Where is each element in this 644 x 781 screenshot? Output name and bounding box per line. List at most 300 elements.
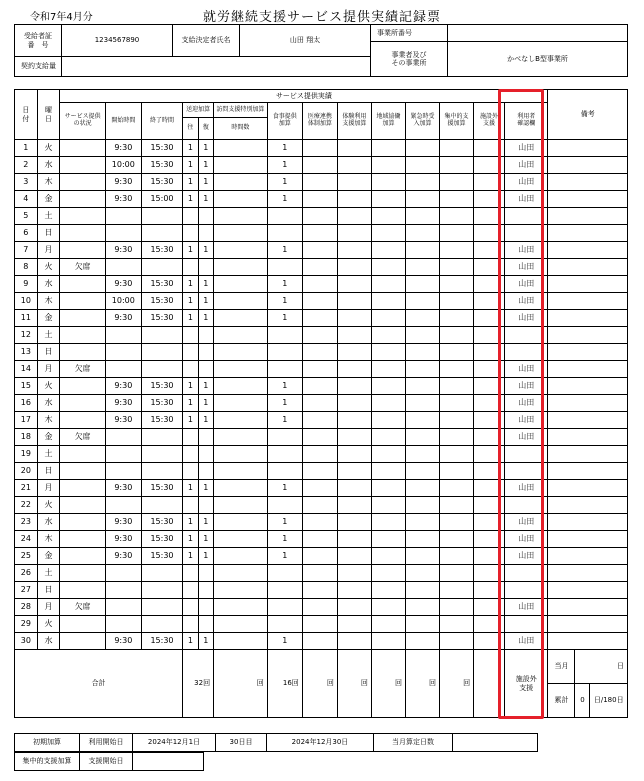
cell-st: 9:30: [105, 174, 141, 191]
cell-e4: [405, 157, 439, 174]
totals-trial: 回: [337, 650, 371, 718]
cell-e1: [302, 497, 337, 514]
cell-en: 15:30: [141, 514, 182, 531]
cell-e5: [440, 582, 474, 599]
cell-e5: [440, 259, 474, 276]
cell-g: 1: [183, 191, 198, 208]
cell-w: 火: [37, 259, 60, 276]
cell-st: 10:00: [105, 293, 141, 310]
cell-d: 6: [15, 225, 38, 242]
cell-c: 山田: [505, 174, 548, 191]
cell-e5: [440, 191, 474, 208]
start-label: 利用開始日: [80, 734, 133, 752]
cell-e1: [302, 395, 337, 412]
totals-medical: 回: [302, 650, 337, 718]
cell-m: 1: [267, 395, 302, 412]
cell-d: 23: [15, 514, 38, 531]
cell-e3: [371, 378, 405, 395]
cell-s: [60, 395, 105, 412]
cell-m: [267, 327, 302, 344]
cell-st: 9:30: [105, 633, 141, 650]
cell-r: [198, 344, 213, 361]
cell-s: 欠席: [60, 361, 105, 378]
cell-e2: [337, 582, 371, 599]
cell-e2: [337, 412, 371, 429]
cell-e4: [405, 582, 439, 599]
cell-e5: [440, 599, 474, 616]
cell-w: 日: [37, 344, 60, 361]
cell-g: [183, 259, 198, 276]
cell-r: [198, 225, 213, 242]
cell-m: [267, 259, 302, 276]
col-going: 往: [183, 118, 198, 140]
cell-w: 土: [37, 446, 60, 463]
cell-st: 9:30: [105, 378, 141, 395]
col-medical: 医療連携 体制加算: [302, 103, 337, 140]
cell-en: [141, 225, 182, 242]
col-emergency: 緊急時受 入加算: [405, 103, 439, 140]
cum-unit: 日/180日: [593, 696, 624, 705]
cell-en: [141, 463, 182, 480]
cell-m: 1: [267, 633, 302, 650]
cell-d: 5: [15, 208, 38, 225]
col-home-group: 訪問支援特別加算: [214, 103, 268, 118]
cell-r: 1: [198, 395, 213, 412]
cell-en: 15:30: [141, 293, 182, 310]
cell-e5: [440, 565, 474, 582]
cell-e7: [548, 548, 628, 565]
cell-s: [60, 480, 105, 497]
confirm-column-highlight: [498, 89, 544, 719]
cell-e3: [371, 344, 405, 361]
cell-e2: [337, 225, 371, 242]
cell-st: 9:30: [105, 548, 141, 565]
cell-x: [214, 157, 268, 174]
cell-e5: [440, 395, 474, 412]
cell-en: [141, 446, 182, 463]
cell-d: 3: [15, 174, 38, 191]
cell-g: 1: [183, 412, 198, 429]
cell-g: [183, 463, 198, 480]
cell-g: 1: [183, 548, 198, 565]
cell-e4: [405, 429, 439, 446]
cell-en: [141, 429, 182, 446]
cell-e5: [440, 378, 474, 395]
cell-en: 15:30: [141, 276, 182, 293]
cell-e2: [337, 157, 371, 174]
cell-g: [183, 225, 198, 242]
cell-d: 17: [15, 412, 38, 429]
cell-e2: [337, 616, 371, 633]
cell-m: 1: [267, 412, 302, 429]
cell-g: [183, 446, 198, 463]
cell-g: 1: [183, 276, 198, 293]
col-end: 終了時間: [141, 103, 182, 140]
cell-x: [214, 208, 268, 225]
cell-s: [60, 548, 105, 565]
office-name-label: 事業者及び その事業所: [371, 42, 448, 77]
recipient-no-label: 受給者証 番 号: [15, 25, 62, 57]
cell-w: 日: [37, 463, 60, 480]
cell-d: 20: [15, 463, 38, 480]
office-name: かべなしB型事業所: [448, 42, 628, 77]
cell-e7: [548, 514, 628, 531]
cell-e7: [548, 174, 628, 191]
cell-x: [214, 446, 268, 463]
totals-emergency: 回: [405, 650, 439, 718]
cell-m: 1: [267, 140, 302, 157]
page-title: 就労継続支援サービス提供実績記録票: [202, 10, 441, 25]
col-confirm: 利用者 確認欄: [505, 103, 548, 140]
cell-r: 1: [198, 191, 213, 208]
cell-e1: [302, 599, 337, 616]
cell-g: [183, 582, 198, 599]
cell-m: [267, 225, 302, 242]
cell-e5: [440, 446, 474, 463]
col-start: 開始時間: [105, 103, 141, 140]
cell-en: 15:30: [141, 480, 182, 497]
cell-e1: [302, 140, 337, 157]
cell-w: 日: [37, 225, 60, 242]
cell-g: [183, 361, 198, 378]
cell-w: 金: [37, 429, 60, 446]
cell-st: 9:30: [105, 412, 141, 429]
cell-e3: [371, 429, 405, 446]
cell-en: [141, 565, 182, 582]
cell-m: [267, 616, 302, 633]
cell-e3: [371, 361, 405, 378]
cell-r: 1: [198, 412, 213, 429]
cell-e1: [302, 174, 337, 191]
cell-x: [214, 242, 268, 259]
cell-e3: [371, 395, 405, 412]
cell-x: [214, 344, 268, 361]
cell-x: [214, 310, 268, 327]
cell-s: 欠席: [60, 429, 105, 446]
cell-en: [141, 599, 182, 616]
cell-g: [183, 616, 198, 633]
initial-label: 初期加算: [15, 734, 80, 752]
cell-e1: [302, 616, 337, 633]
cell-st: [105, 582, 141, 599]
cell-e1: [302, 327, 337, 344]
cell-g: [183, 599, 198, 616]
cell-x: [214, 395, 268, 412]
intensive-label: 集中的支援加算: [15, 753, 80, 771]
cell-e2: [337, 361, 371, 378]
era-label: 令和7年4月分: [30, 12, 93, 23]
cell-r: [198, 361, 213, 378]
cell-c: 山田: [505, 429, 548, 446]
support-start-label: 支援開始日: [80, 753, 133, 771]
cell-e7: [548, 599, 628, 616]
cell-g: 1: [183, 242, 198, 259]
cell-m: 1: [267, 310, 302, 327]
cell-e5: [440, 633, 474, 650]
cell-e3: [371, 225, 405, 242]
cell-e2: [337, 310, 371, 327]
cell-x: [214, 293, 268, 310]
col-regional: 地域協働 加算: [371, 103, 405, 140]
cell-e5: [440, 480, 474, 497]
totals-regional: 回: [371, 650, 405, 718]
cell-e4: [405, 242, 439, 259]
cell-e4: [405, 412, 439, 429]
cell-r: [198, 429, 213, 446]
days: 30日目: [216, 734, 267, 752]
cell-e3: [371, 463, 405, 480]
cell-st: 9:30: [105, 480, 141, 497]
cell-en: [141, 616, 182, 633]
cell-e2: [337, 429, 371, 446]
cell-x: [214, 531, 268, 548]
cell-x: [214, 276, 268, 293]
cell-en: 15:30: [141, 412, 182, 429]
cell-s: [60, 140, 105, 157]
month-days-label: 当月算定日数: [374, 734, 453, 752]
cell-en: [141, 344, 182, 361]
cell-e1: [302, 463, 337, 480]
cell-w: 土: [37, 208, 60, 225]
guardian-label: 支給決定者氏名: [173, 25, 240, 57]
cell-e3: [371, 446, 405, 463]
cell-x: [214, 412, 268, 429]
cell-st: [105, 225, 141, 242]
cell-c: 山田: [505, 548, 548, 565]
cell-e7: [548, 293, 628, 310]
cell-w: 月: [37, 242, 60, 259]
cell-e2: [337, 191, 371, 208]
totals-meal: 16回: [267, 650, 302, 718]
cell-e4: [405, 327, 439, 344]
cell-en: [141, 582, 182, 599]
cell-e3: [371, 599, 405, 616]
col-hours: 時間数: [214, 118, 268, 140]
cell-w: 水: [37, 395, 60, 412]
cell-w: 日: [37, 582, 60, 599]
cell-x: [214, 633, 268, 650]
cell-e5: [440, 208, 474, 225]
cell-en: 15:00: [141, 191, 182, 208]
cell-r: 1: [198, 140, 213, 157]
cell-s: [60, 344, 105, 361]
cell-r: [198, 616, 213, 633]
cell-m: [267, 446, 302, 463]
cell-s: [60, 293, 105, 310]
cell-en: 15:30: [141, 378, 182, 395]
cell-st: [105, 497, 141, 514]
totals-outside-label: 施設外 支援: [505, 650, 548, 718]
cell-m: [267, 208, 302, 225]
cell-r: [198, 259, 213, 276]
cell-e5: [440, 276, 474, 293]
cell-e5: [440, 225, 474, 242]
cell-x: [214, 259, 268, 276]
totals-hours: 回: [214, 650, 268, 718]
cell-e4: [405, 497, 439, 514]
cell-st: 9:30: [105, 395, 141, 412]
cell-e2: [337, 208, 371, 225]
cell-s: [60, 412, 105, 429]
cell-d: 2: [15, 157, 38, 174]
cell-e1: [302, 276, 337, 293]
cell-e7: [548, 395, 628, 412]
cell-r: 1: [198, 174, 213, 191]
cell-e1: [302, 361, 337, 378]
cell-e4: [405, 616, 439, 633]
cell-en: 15:30: [141, 548, 182, 565]
cell-e7: [548, 616, 628, 633]
cell-s: [60, 242, 105, 259]
cell-st: 9:30: [105, 242, 141, 259]
cell-w: 月: [37, 361, 60, 378]
cell-x: [214, 582, 268, 599]
cell-e4: [405, 531, 439, 548]
col-remarks: 備考: [548, 90, 628, 140]
cell-e7: [548, 242, 628, 259]
cell-m: 1: [267, 276, 302, 293]
totals-label: 合計: [15, 650, 183, 718]
cell-e2: [337, 276, 371, 293]
cell-e1: [302, 378, 337, 395]
cell-e2: [337, 497, 371, 514]
cell-e7: [548, 429, 628, 446]
cell-w: 金: [37, 310, 60, 327]
cell-m: [267, 497, 302, 514]
cell-e4: [405, 395, 439, 412]
cell-d: 22: [15, 497, 38, 514]
cell-r: [198, 582, 213, 599]
cell-x: [214, 514, 268, 531]
cell-c: 山田: [505, 191, 548, 208]
cell-d: 24: [15, 531, 38, 548]
cell-r: 1: [198, 157, 213, 174]
cell-m: [267, 582, 302, 599]
cell-s: [60, 208, 105, 225]
month-value: 日: [575, 650, 627, 684]
cell-d: 28: [15, 599, 38, 616]
cell-c: 山田: [505, 310, 548, 327]
cell-st: [105, 429, 141, 446]
cell-e4: [405, 310, 439, 327]
cell-m: [267, 599, 302, 616]
cell-w: 土: [37, 565, 60, 582]
cell-e1: [302, 310, 337, 327]
cell-x: [214, 429, 268, 446]
cell-s: [60, 276, 105, 293]
cell-s: [60, 446, 105, 463]
cell-d: 9: [15, 276, 38, 293]
cell-s: [60, 616, 105, 633]
cell-e1: [302, 582, 337, 599]
cell-g: 1: [183, 633, 198, 650]
cell-e2: [337, 327, 371, 344]
cell-r: 1: [198, 293, 213, 310]
cell-x: [214, 361, 268, 378]
cell-g: 1: [183, 395, 198, 412]
cell-d: 11: [15, 310, 38, 327]
cell-e3: [371, 412, 405, 429]
cell-c: 山田: [505, 157, 548, 174]
cell-en: [141, 259, 182, 276]
cell-s: [60, 565, 105, 582]
cell-e7: [548, 361, 628, 378]
cell-g: [183, 497, 198, 514]
cell-x: [214, 174, 268, 191]
cell-e4: [405, 633, 439, 650]
cell-e4: [405, 548, 439, 565]
cell-st: [105, 259, 141, 276]
cell-e7: [548, 378, 628, 395]
cell-en: [141, 208, 182, 225]
cell-e4: [405, 463, 439, 480]
cell-e1: [302, 191, 337, 208]
office-no-label: 事業所番号: [371, 25, 448, 42]
cell-e3: [371, 327, 405, 344]
cell-g: [183, 429, 198, 446]
cell-c: 山田: [505, 293, 548, 310]
cell-c: 山田: [505, 531, 548, 548]
support-start-value: [133, 753, 204, 771]
cell-e1: [302, 242, 337, 259]
cell-e7: [548, 259, 628, 276]
cell-e1: [302, 429, 337, 446]
cell-e1: [302, 480, 337, 497]
contract-value: [62, 57, 371, 77]
cell-e4: [405, 293, 439, 310]
cell-e2: [337, 531, 371, 548]
cell-w: 水: [37, 514, 60, 531]
cell-r: 1: [198, 514, 213, 531]
cell-e7: [548, 582, 628, 599]
cell-d: 13: [15, 344, 38, 361]
cell-e1: [302, 565, 337, 582]
cell-e2: [337, 633, 371, 650]
cell-e5: [440, 361, 474, 378]
cell-m: 1: [267, 378, 302, 395]
cell-g: [183, 344, 198, 361]
cell-s: [60, 191, 105, 208]
cell-r: [198, 446, 213, 463]
cell-e7: [548, 327, 628, 344]
cell-w: 木: [37, 174, 60, 191]
cell-e3: [371, 259, 405, 276]
totals-days: [548, 650, 628, 718]
cell-e2: [337, 174, 371, 191]
cell-m: [267, 344, 302, 361]
cell-r: 1: [198, 310, 213, 327]
cell-st: 9:30: [105, 191, 141, 208]
cell-w: 金: [37, 191, 60, 208]
cell-w: 水: [37, 157, 60, 174]
cum-value: 0: [575, 684, 590, 718]
col-outside: 施設外 支援: [474, 103, 505, 140]
cell-c: 山田: [505, 480, 548, 497]
cell-e1: [302, 548, 337, 565]
cell-g: 1: [183, 293, 198, 310]
cell-en: 15:30: [141, 140, 182, 157]
cell-r: 1: [198, 242, 213, 259]
cell-st: 9:30: [105, 514, 141, 531]
cell-e5: [440, 531, 474, 548]
cell-s: [60, 378, 105, 395]
cell-c: 山田: [505, 140, 548, 157]
cell-r: [198, 463, 213, 480]
cell-s: 欠席: [60, 599, 105, 616]
cell-e2: [337, 344, 371, 361]
cell-x: [214, 378, 268, 395]
cell-e4: [405, 514, 439, 531]
